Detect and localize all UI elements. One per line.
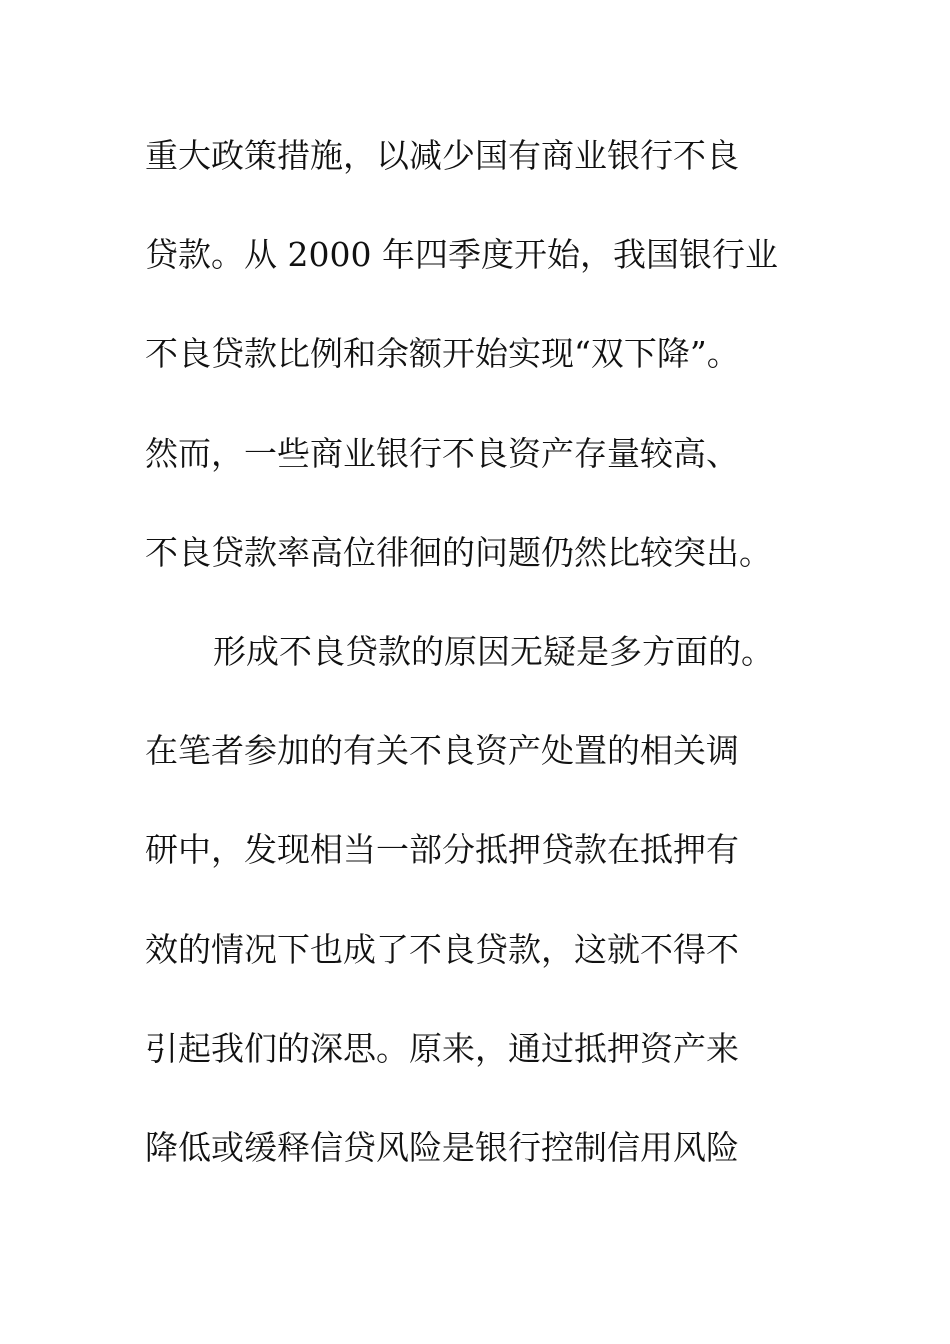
text-line-5: 不良贷款率高位徘徊的问题仍然比较突出。 [145, 532, 772, 572]
text-line-7: 在笔者参加的有关不良资产处置的相关调 [145, 731, 739, 771]
text-line-1: 重大政策措施，以减少国有商业银行不良 [145, 136, 739, 175]
body-text [145, 123, 825, 1214]
text-line-8: 研中，发现相当一部分抵押贷款在抵押有 [145, 830, 739, 870]
text-line-11: 降低或缓释信贷风险是银行控制信用风险 [145, 1127, 739, 1167]
text-line-9: 效的情况下也成了不良贷款，这就不得不 [145, 929, 739, 969]
text-line-4: 然而，一些商业银行不良资产存量较高、 [145, 433, 739, 473]
text-line-6-paragraph-start: 形成不良贷款的原因无疑是多方面的。 [213, 631, 774, 671]
text-line-3: 不良贷款比例和余额开始实现“双下降”。 [145, 334, 740, 374]
text-line-10: 引起我们的深思。原来，通过抵押资产来 [145, 1028, 739, 1068]
text-line-2: 贷款。从 2000 年四季度开始，我国银行业 [145, 235, 778, 275]
